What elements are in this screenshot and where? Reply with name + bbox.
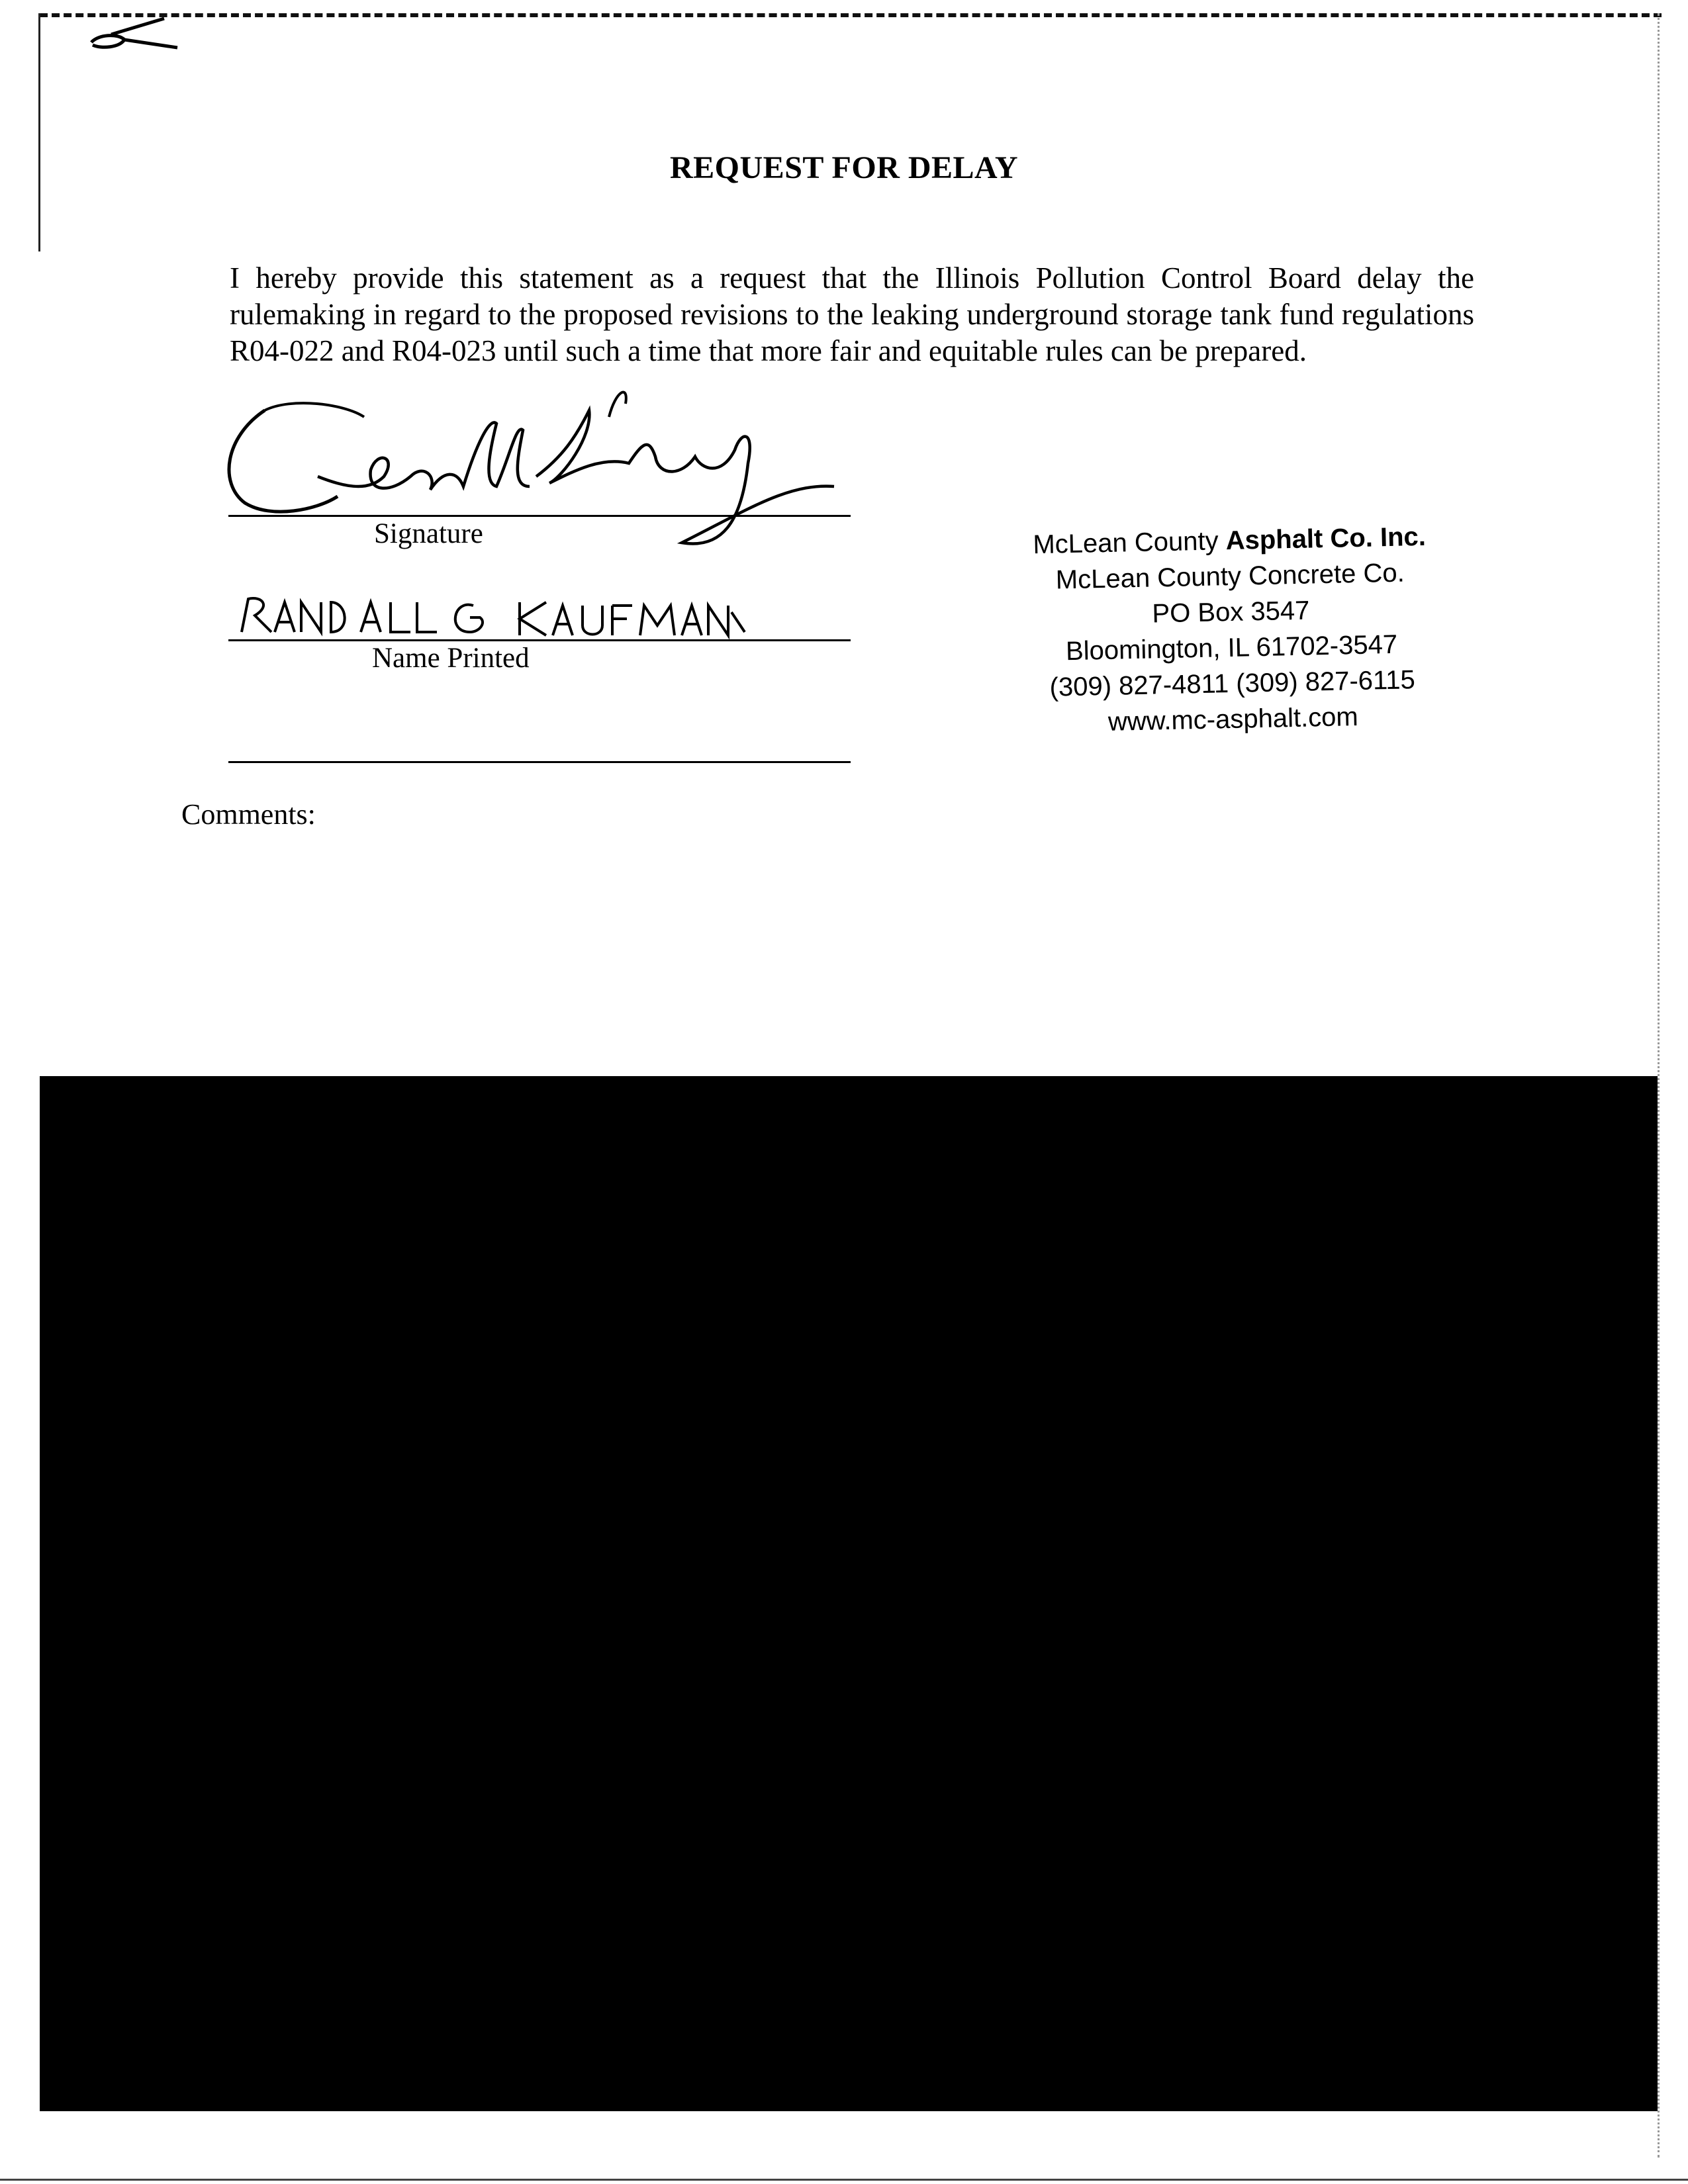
signature-label: Signature bbox=[374, 518, 483, 549]
blank-line bbox=[228, 761, 851, 763]
company-name-bold: Asphalt Co. Inc. bbox=[1225, 522, 1427, 556]
handwritten-printed-name bbox=[235, 586, 751, 645]
signature-line bbox=[228, 515, 851, 517]
name-printed-line bbox=[228, 639, 851, 641]
scissors-icon bbox=[85, 15, 184, 54]
company-line-6: www.mc-asphalt.com bbox=[1107, 702, 1359, 737]
handwritten-signature bbox=[218, 377, 867, 563]
name-printed-label: Name Printed bbox=[372, 643, 530, 674]
document-title: REQUEST FOR DELAY bbox=[670, 150, 1018, 185]
comments-label: Comments: bbox=[181, 798, 316, 831]
right-edge bbox=[1658, 13, 1660, 2158]
cut-line bbox=[40, 13, 1662, 17]
bottom-edge bbox=[0, 2179, 1688, 2181]
company-stamp bbox=[938, 517, 1525, 743]
company-line-5: (309) 827-4811 (309) 827-6115 bbox=[1049, 665, 1416, 702]
redacted-area bbox=[40, 1076, 1658, 2111]
company-line-4: Bloomington, IL 61702-3547 bbox=[1065, 629, 1398, 666]
request-statement: I hereby provide this statement as a request that the Illinois Pollution Control Board delay the rulemaking in regard to the proposed revisions to the leaking underground storage tank fund regulations R04-022 and R04-023 until such a time that more fair and equitable rules can be prepared. bbox=[230, 261, 1474, 367]
company-line-2: McLean County Concrete Co. bbox=[1055, 558, 1405, 595]
company-name-regular: McLean County bbox=[1033, 526, 1227, 560]
company-line-3: PO Box 3547 bbox=[1152, 596, 1310, 629]
left-border bbox=[38, 13, 40, 251]
